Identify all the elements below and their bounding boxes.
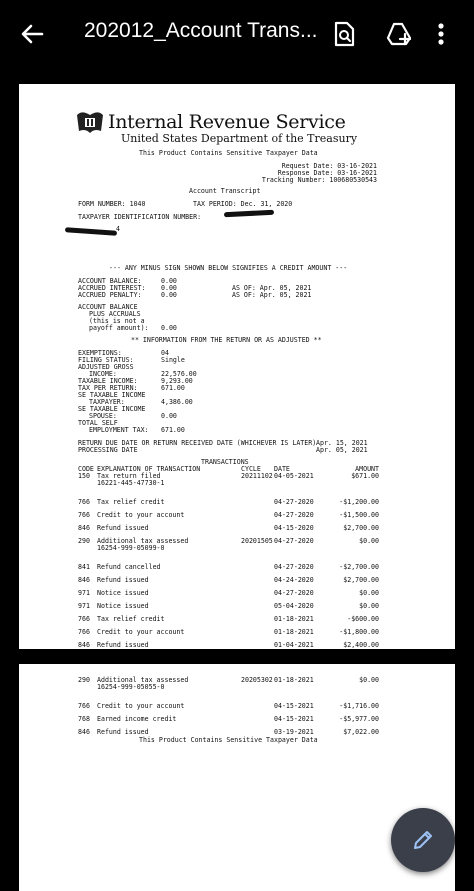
tx-date: 04-15-2021 [274, 715, 314, 723]
tx-date: 03-19-2021 [274, 728, 314, 736]
taxable-income-label: TAXABLE INCOME: [78, 377, 138, 385]
redaction-mark [224, 210, 274, 218]
tx-amount: -$1,500.00 [339, 511, 379, 519]
tax-per-return-value: 671.00 [161, 384, 185, 392]
add-to-drive-icon[interactable] [385, 20, 413, 48]
tx-amount: $0.00 [359, 589, 379, 597]
request-date: Request Date: 03-16-2021 [281, 162, 377, 170]
tx-amount: -$1,200.00 [339, 498, 379, 506]
minus-sign-notice: --- ANY MINUS SIGN SHOWN BELOW SIGNIFIES A CREDIT AMOUNT --- [109, 264, 348, 272]
plus-accruals-label: (this is not a [89, 317, 145, 325]
back-arrow-icon[interactable] [18, 20, 46, 48]
department-name: United States Department of the Treasury [121, 132, 358, 145]
tx-amount: $0.00 [359, 537, 379, 545]
tx-document-locator: 16221-445-47730-1 [97, 479, 165, 487]
tx-amount: -$600.00 [347, 615, 379, 623]
plus-accruals-value: 0.00 [161, 324, 177, 332]
tx-cycle: 20201505 [241, 537, 273, 545]
tracking-number: Tracking Number: 100680530543 [261, 176, 377, 184]
tx-code: 971 [78, 589, 90, 597]
col-code-header: CODE [78, 465, 94, 473]
tx-code: 841 [78, 563, 90, 571]
tx-description: Refund issued [97, 641, 149, 649]
tx-date: 04-27-2020 [274, 563, 314, 571]
plus-accruals-label: ACCOUNT BALANCE [78, 303, 138, 311]
accrued-penalty-value: 0.00 [161, 291, 177, 299]
se-spouse-value: 0.00 [161, 412, 177, 420]
edit-fab-button[interactable] [391, 808, 455, 872]
tx-code: 290 [78, 676, 90, 684]
processing-date-value: Apr. 05, 2021 [316, 446, 368, 454]
tx-cycle: 20205302 [241, 676, 273, 684]
sensitive-notice-footer: This Product Contains Sensitive Taxpayer Data [139, 736, 318, 744]
tx-amount: -$2,700.00 [339, 563, 379, 571]
tx-amount: $2,400.00 [343, 641, 379, 649]
response-date: Response Date: 03-16-2021 [277, 169, 377, 177]
tx-description: Refund issued [97, 576, 149, 584]
tx-date: 04-27-2020 [274, 511, 314, 519]
exemptions-label: EXEMPTIONS: [78, 349, 122, 357]
tx-description: Tax return filed [97, 472, 161, 480]
tx-date: 01-18-2021 [274, 615, 314, 623]
tx-amount: -$5,977.00 [339, 715, 379, 723]
tx-description: Earned income credit [97, 715, 177, 723]
tx-code: 846 [78, 728, 90, 736]
document-page-2 [19, 664, 455, 891]
tx-amount: $2,700.00 [343, 524, 379, 532]
app-bar [0, 0, 474, 68]
tx-description: Tax relief credit [97, 498, 165, 506]
transcript-title: Account Transcript [189, 187, 261, 195]
due-date-label: RETURN DUE DATE OR RETURN RECEIVED DATE (WHICHEVER IS LATER) [78, 439, 317, 447]
tx-date: 04-15-2020 [274, 524, 314, 532]
tx-amount: $0.00 [359, 602, 379, 610]
tx-description: Credit to your account [97, 628, 185, 636]
tx-description: Tax relief credit [97, 615, 165, 623]
tx-code: 846 [78, 641, 90, 649]
edit-pencil-icon [411, 828, 435, 852]
total-se-label: EMPLOYMENT TAX: [89, 426, 149, 434]
tx-code: 766 [78, 702, 90, 710]
due-date-value: Apr. 15, 2021 [316, 439, 368, 447]
tx-date: 04-27-2020 [274, 589, 314, 597]
tx-description: Notice issued [97, 589, 149, 597]
tx-code: 766 [78, 511, 90, 519]
tx-date: 01-18-2021 [274, 676, 314, 684]
col-explanation-header: EXPLANATION OF TRANSACTION [97, 465, 201, 473]
form-number: FORM NUMBER: 1040 [78, 200, 146, 208]
sensitive-notice: This Product Contains Sensitive Taxpayer Data [139, 149, 318, 157]
tx-code: 768 [78, 715, 90, 723]
tx-code: 766 [78, 628, 90, 636]
name-fragment: 4 [116, 225, 120, 233]
agi-label: INCOME: [89, 370, 117, 378]
accrued-penalty-label: ACCRUED PENALTY: [78, 291, 142, 299]
tx-date: 01-04-2021 [274, 641, 314, 649]
tx-description: Additional tax assessed [97, 537, 189, 545]
more-vert-icon[interactable] [434, 20, 448, 48]
agi-value: 22,576.00 [161, 370, 197, 378]
tx-description: Refund cancelled [97, 563, 161, 571]
transactions-heading: TRANSACTIONS [201, 458, 249, 466]
tx-amount: $671.00 [351, 472, 379, 480]
total-se-label: TOTAL SELF [78, 419, 118, 427]
accrued-interest-asof: AS OF: Apr. 05, 2021 [232, 284, 312, 292]
redaction-mark [65, 227, 117, 236]
processing-date-label: PROCESSING DATE [78, 446, 138, 454]
tx-cycle: 20211102 [241, 472, 273, 480]
document-title: 202012_Account Trans... [84, 19, 318, 42]
tx-description: Notice issued [97, 602, 149, 610]
account-balance-label: ACCOUNT BALANCE: [78, 277, 142, 285]
tx-date: 05-04-2020 [274, 602, 314, 610]
tx-code: 290 [78, 537, 90, 545]
tx-code: 150 [78, 472, 90, 480]
se-taxpayer-value: 4,386.00 [161, 398, 193, 406]
plus-accruals-label: PLUS ACCRUALS [89, 310, 141, 318]
tx-date: 04-24-2020 [274, 576, 314, 584]
tx-amount: $7,022.00 [343, 728, 379, 736]
tx-description: Refund issued [97, 524, 149, 532]
plus-accruals-label: payoff amount): [89, 324, 149, 332]
return-info-heading: ** INFORMATION FROM THE RETURN OR AS ADJUSTED ** [131, 336, 322, 344]
se-taxpayer-label: TAXPAYER: [89, 398, 125, 406]
tx-date: 04-05-2021 [274, 472, 314, 480]
document-search-icon[interactable] [330, 20, 358, 48]
tx-document-locator: 16254-999-05055-0 [97, 683, 165, 691]
col-date-header: DATE [274, 465, 290, 473]
tx-amount: -$1,716.00 [339, 702, 379, 710]
accrued-interest-value: 0.00 [161, 284, 177, 292]
total-se-value: 671.00 [161, 426, 185, 434]
tx-code: 846 [78, 524, 90, 532]
taxable-income-value: 9,293.00 [161, 377, 193, 385]
tx-amount: $0.00 [359, 676, 379, 684]
accrued-interest-label: ACCRUED INTEREST: [78, 284, 146, 292]
tax-period: TAX PERIOD: Dec. 31, 2020 [193, 200, 293, 208]
exemptions-value: 04 [161, 349, 169, 357]
tx-description: Additional tax assessed [97, 676, 189, 684]
tax-per-return-label: TAX PER RETURN: [78, 384, 138, 392]
tx-code: 846 [78, 576, 90, 584]
se-taxpayer-label: SE TAXABLE INCOME [78, 391, 146, 399]
tx-code: 766 [78, 615, 90, 623]
agency-name: Internal Revenue Service [108, 111, 346, 133]
col-cycle-header: CYCLE [241, 465, 261, 473]
tx-date: 01-18-2021 [274, 628, 314, 636]
tx-description: Refund issued [97, 728, 149, 736]
tx-description: Credit to your account [97, 702, 185, 710]
tx-amount: -$1,800.00 [339, 628, 379, 636]
tx-code: 766 [78, 498, 90, 506]
se-spouse-label: SE TAXABLE INCOME [78, 405, 146, 413]
tx-date: 04-27-2020 [274, 537, 314, 545]
account-balance-value: 0.00 [161, 277, 177, 285]
tx-code: 971 [78, 602, 90, 610]
filing-status-value: Single [161, 356, 185, 364]
tx-date: 04-15-2021 [274, 702, 314, 710]
tin-label: TAXPAYER IDENTIFICATION NUMBER: [78, 213, 202, 221]
tx-amount: $2,700.00 [343, 576, 379, 584]
tx-date: 04-27-2020 [274, 498, 314, 506]
irs-eagle-logo-icon [75, 109, 105, 136]
agi-label: ADJUSTED GROSS [78, 363, 134, 371]
document-page-1 [19, 84, 455, 649]
se-spouse-label: SPOUSE: [89, 412, 117, 420]
tx-document-locator: 16254-999-05099-0 [97, 544, 165, 552]
filing-status-label: FILING STATUS: [78, 356, 134, 364]
accrued-penalty-asof: AS OF: Apr. 05, 2021 [232, 291, 312, 299]
col-amount-header: AMOUNT [355, 465, 379, 473]
tx-description: Credit to your account [97, 511, 185, 519]
